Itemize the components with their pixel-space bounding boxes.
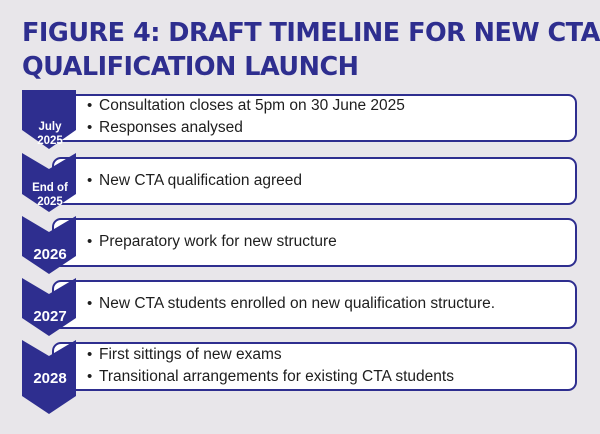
label-line: 2027	[33, 308, 67, 325]
chevron-arrow-2026	[22, 216, 76, 274]
list-item: • Consultation closes at 5pm on 30 June 2025	[87, 95, 405, 117]
timeline-label-2028	[25, 370, 75, 388]
label-line: July	[38, 121, 62, 133]
timeline-items-2028	[87, 344, 454, 388]
timeline-label-2026	[25, 246, 75, 264]
timeline-items-july-2025	[87, 95, 405, 139]
list-item: • Preparatory work for new structure	[87, 231, 337, 253]
figure-title-line-1: FIGURE 4: DRAFT TIMELINE FOR NEW CTA	[22, 18, 600, 48]
list-item: • Responses analysed	[87, 117, 405, 139]
timeline-items-2026	[87, 231, 337, 253]
timeline-items-2027	[87, 293, 495, 315]
list-item: • First sittings of new exams	[87, 344, 454, 366]
list-item: • New CTA students enrolled on new qualification structure.	[87, 293, 495, 315]
figure-title-line-2: QUALIFICATION LAUNCH	[22, 52, 359, 82]
label-line: End of	[32, 182, 68, 194]
label-line: 2028	[33, 370, 67, 387]
timeline-label-2027	[25, 308, 75, 326]
list-item: • New CTA qualification agreed	[87, 170, 302, 192]
chevron-arrow-2027	[22, 278, 76, 336]
timeline-items-end-2025	[87, 170, 302, 192]
timeline-label-end-2025	[25, 181, 75, 209]
timeline-label-july-2025	[25, 120, 75, 148]
label-line: 2025	[37, 135, 63, 147]
list-item: • Transitional arrangements for existing CTA students	[87, 366, 454, 388]
label-line: 2026	[33, 246, 67, 263]
label-line: 2025	[37, 196, 63, 208]
